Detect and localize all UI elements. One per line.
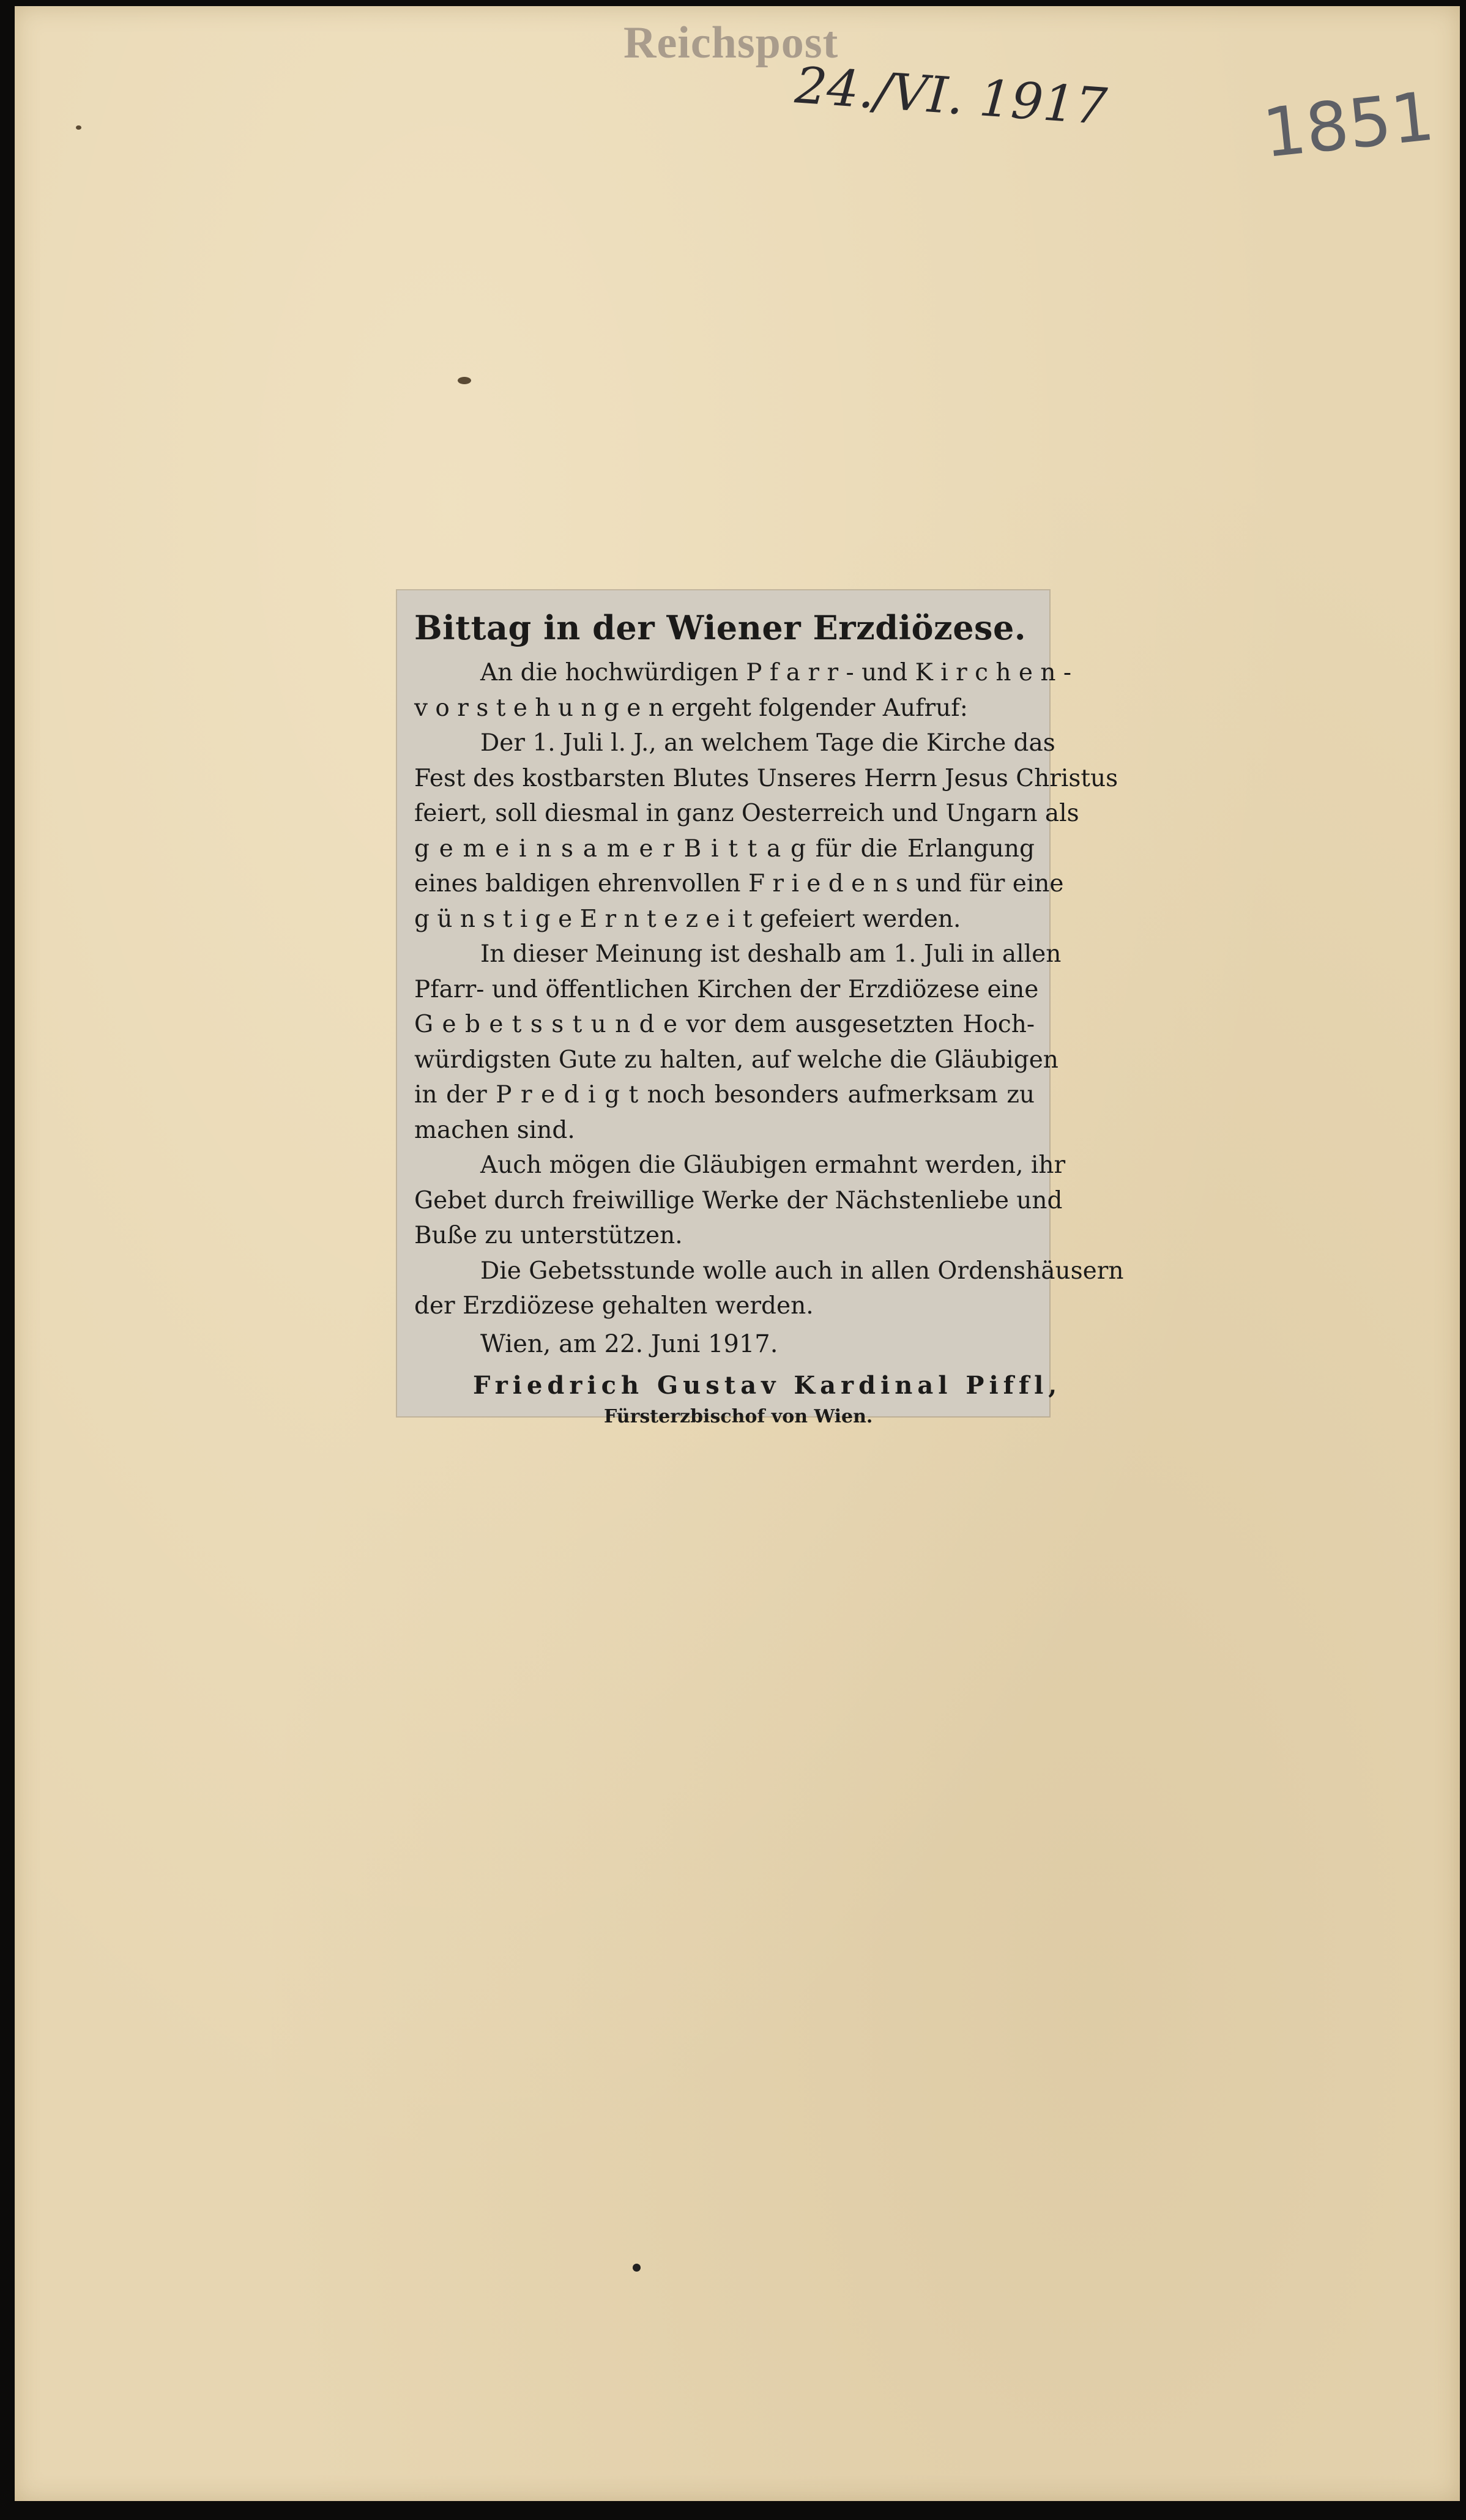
handwritten-archive-number: 1851 — [1259, 76, 1438, 173]
article-line: Gebet durch freiwillige Werke der Nächstenliebe und — [414, 1186, 1063, 1214]
article-line: In dieser Meinung ist deshalb am 1. Juli in allen — [480, 940, 1062, 968]
archive-sheet — [15, 6, 1460, 2501]
article-signature: Friedrich Gustav Kardinal Piffl, — [473, 1370, 1062, 1400]
article-line: in der P r e d i g t noch besonders aufmerksam zu — [414, 1081, 1035, 1109]
paper-spot — [633, 2264, 641, 2272]
newspaper-clipping — [397, 590, 1124, 1427]
article-line: der Erzdiözese gehalten werden. — [414, 1292, 814, 1320]
article-line: Pfarr- und öffentlichen Kirchen der Erzdiözese eine — [414, 975, 1039, 1003]
article-line: würdigsten Gute zu halten, auf welche die Gläubigen — [414, 1046, 1059, 1074]
article-line: machen sind. — [414, 1116, 575, 1144]
newspaper-stamp: Reichspost — [623, 18, 839, 68]
handwritten-date: 24./VI. 1917 — [793, 56, 1109, 136]
article-headline: Bittag in der Wiener Erzdiözese. — [414, 608, 1027, 647]
article-line: eines baldigen ehrenvollen F r i e d e n s und für eine — [414, 870, 1064, 898]
paper-spot — [458, 377, 471, 384]
article-line: g ü n s t i g e E r n t e z e i t gefeiert werden. — [414, 905, 961, 933]
article-body — [414, 655, 1124, 1324]
article-line: An die hochwürdigen P f a r r - und K i r c h e n - — [480, 659, 1072, 686]
paper-spot — [76, 125, 81, 130]
article-line: Auch mögen die Gläubigen ermahnt werden, ihr — [480, 1151, 1066, 1179]
article-line: Die Gebetsstunde wolle auch in allen Ordenshäusern — [480, 1257, 1124, 1285]
article-line: G e b e t s s t u n d e vor dem ausgesetzten Hoch- — [414, 1011, 1035, 1038]
article-line: feiert, soll diesmal in ganz Oesterreich und Ungarn als — [414, 800, 1079, 827]
article-line: g e m e i n s a m e r B i t t a g für die Erlangung — [414, 834, 1035, 863]
article-line: Fest des kostbarsten Blutes Unseres Herrn Jesus Christus — [414, 764, 1118, 792]
article-dateline: Wien, am 22. Juni 1917. — [480, 1329, 778, 1358]
article-line: Der 1. Juli l. J., an welchem Tage die Kirche das — [480, 729, 1055, 757]
article-line: v o r s t e h u n g e n ergeht folgender Aufruf: — [414, 694, 968, 722]
article-line: Buße zu unterstützen. — [414, 1222, 683, 1249]
signature-title: Fürsterzbischof von Wien. — [604, 1405, 873, 1427]
